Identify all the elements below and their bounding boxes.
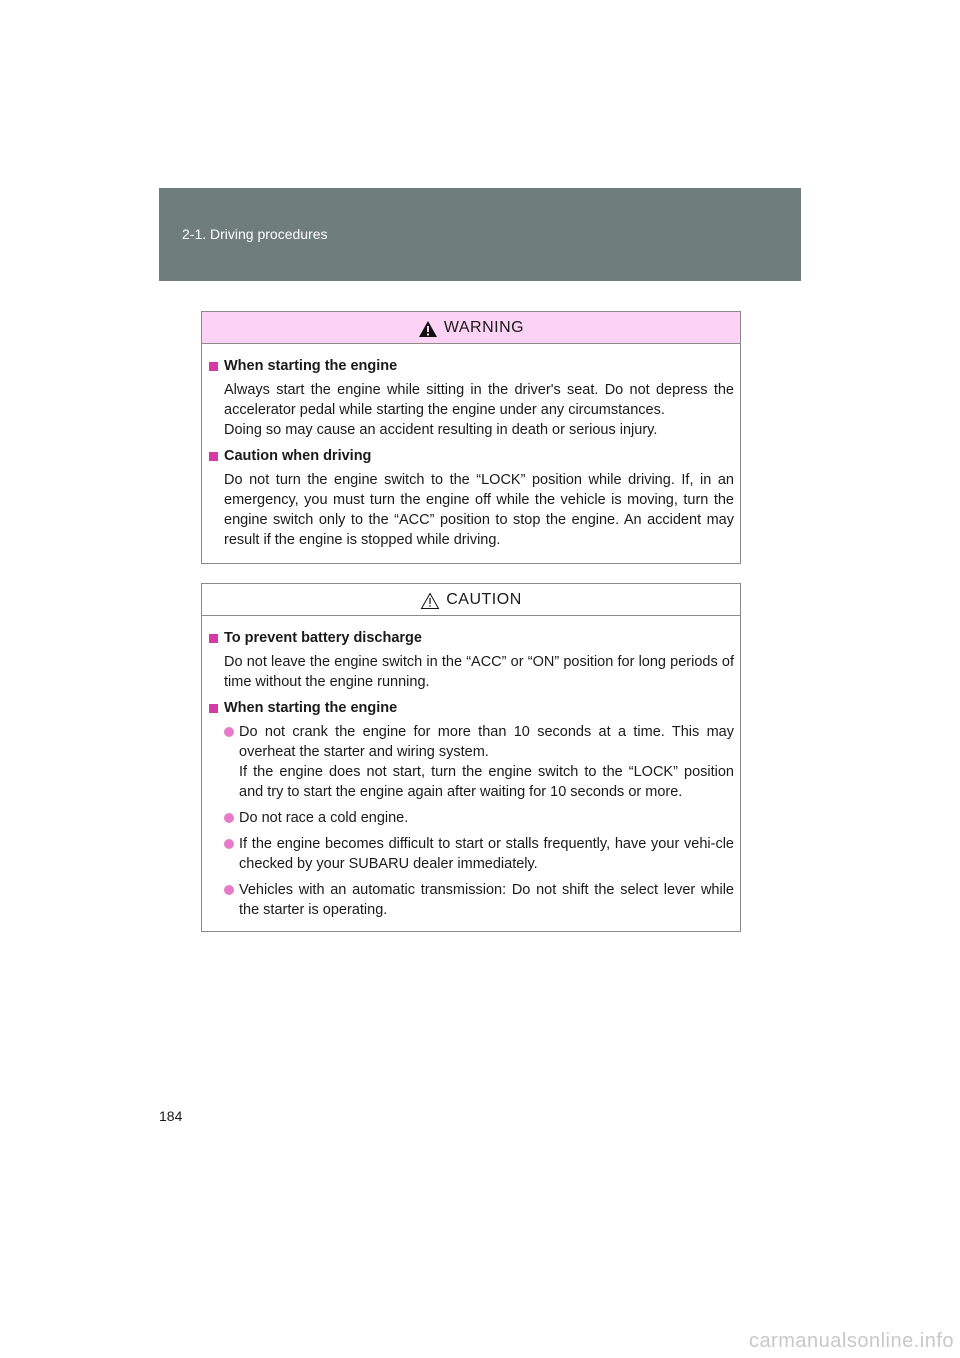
caution-heading-2: When starting the engine bbox=[224, 700, 398, 716]
list-item bbox=[224, 834, 734, 874]
bullet-text-1b: If the engine does not start, turn the engine switch to the “LOCK” position and try to start the engine again after waiting for 10 seconds or more. bbox=[239, 764, 734, 800]
warning-title: WARNING bbox=[443, 318, 525, 336]
caution-triangle-icon bbox=[420, 592, 440, 610]
caution-box-body bbox=[202, 616, 740, 920]
caution-box bbox=[201, 583, 741, 932]
page-number: 184 bbox=[159, 1108, 183, 1124]
list-item-text bbox=[239, 722, 734, 802]
warning-text-1b: Doing so may cause an accident resulting in death or serious injury. bbox=[224, 422, 658, 438]
section-header-band bbox=[159, 188, 801, 281]
warning-box-header bbox=[202, 312, 740, 344]
list-item-text: If the engine becomes difficult to start or stalls frequently, have your vehi-cle checked by your SUBARU dealer immediately. bbox=[239, 836, 734, 872]
circle-bullet-icon bbox=[224, 885, 234, 895]
caution-subheading bbox=[209, 628, 734, 648]
circle-bullet-icon bbox=[224, 727, 234, 737]
list-item-text: Do not race a cold engine. bbox=[239, 810, 409, 826]
warning-subheading bbox=[209, 446, 734, 466]
caution-subheading bbox=[209, 698, 734, 718]
warning-box-body bbox=[202, 344, 740, 550]
caution-heading-1: To prevent battery discharge bbox=[224, 630, 422, 646]
list-item bbox=[224, 880, 734, 920]
caution-paragraph: Do not leave the engine switch in the “ACC” or “ON” position for long periods of time without the engine running. bbox=[224, 654, 734, 690]
bullet-text-1a: Do not crank the engine for more than 10 seconds at a time. This may overheat the starter and wiring system. bbox=[239, 724, 734, 760]
square-bullet-icon bbox=[209, 704, 218, 713]
section-title: 2-1. Driving procedures bbox=[182, 226, 328, 242]
square-bullet-icon bbox=[209, 452, 218, 461]
square-bullet-icon bbox=[209, 634, 218, 643]
circle-bullet-icon bbox=[224, 813, 234, 823]
warning-triangle-icon bbox=[418, 320, 438, 338]
caution-box-header bbox=[202, 584, 740, 616]
warning-box bbox=[201, 311, 741, 564]
warning-paragraph bbox=[224, 380, 734, 440]
warning-paragraph: Do not turn the engine switch to the “LOCK” position while driving. If, in an emergency, you must turn the engine off while the vehicle is moving, turn the engine switch only to the “ACC” position to stop the engine. An accident may result if the engine is stopped while driving. bbox=[224, 472, 734, 548]
circle-bullet-icon bbox=[224, 839, 234, 849]
list-item bbox=[224, 808, 734, 828]
watermark: carmanualsonline.info bbox=[748, 1330, 954, 1352]
warning-heading-1: When starting the engine bbox=[224, 358, 398, 374]
list-item bbox=[224, 722, 734, 802]
caution-title: CAUTION bbox=[446, 590, 522, 608]
warning-subheading bbox=[209, 356, 734, 376]
list-item-text: Vehicles with an automatic transmission: Do not shift the select lever while the starter is operating. bbox=[239, 882, 734, 918]
warning-heading-2: Caution when driving bbox=[224, 448, 372, 464]
square-bullet-icon bbox=[209, 362, 218, 371]
warning-text-1a: Always start the engine while sitting in the driver's seat. Do not depress the accelerator pedal while starting the engine under any circumstances. bbox=[224, 382, 734, 418]
